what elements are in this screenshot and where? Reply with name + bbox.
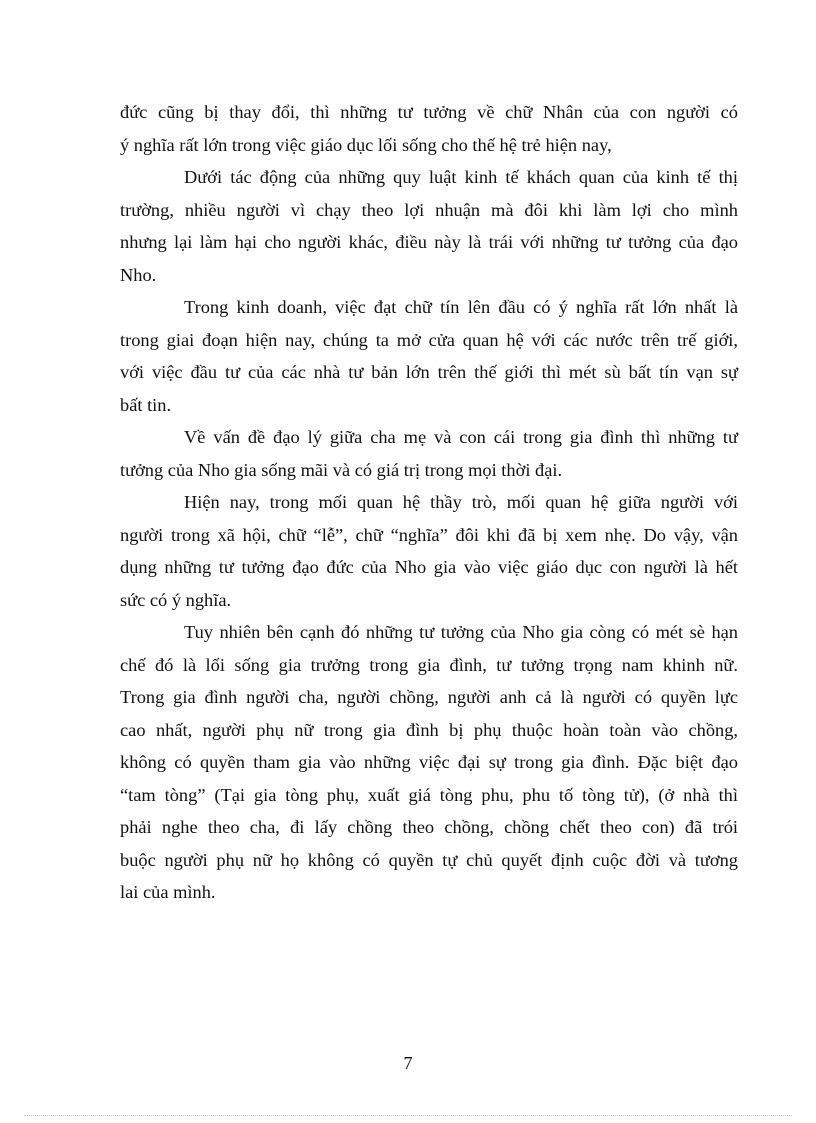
text-line: với việc đầu tư của các nhà tư bản lớn trên thế giới thì mét sù bất tín vạn sự xyxy=(120,362,738,382)
text-line: lai của mình. xyxy=(120,882,216,902)
text-line: trường, nhiều người vì chạy theo lợi nhuận mà đôi khi làm lợi cho mình xyxy=(120,199,738,220)
text-line: bất tin. xyxy=(120,394,172,415)
text-line: dụng những tư tưởng đạo đức của Nho gia vào việc giáo dục con người là hết xyxy=(120,557,738,577)
text-line: Tuy nhiên bên cạnh đó những tư tưởng của Nho gia còng có mét sè hạn xyxy=(184,622,738,642)
text-line: “tam tòng” (Tại gia tòng phụ, xuất giá tòng phu, phu tố tòng tử), (ở nhà thì xyxy=(120,784,738,805)
page-number: 7 xyxy=(403,1053,413,1073)
paragraph xyxy=(120,291,738,421)
text-line: Về vấn đề đạo lý giữa cha mẹ và con cái trong gia đình thì những tư xyxy=(184,427,738,447)
text-line: không có quyền tham gia vào những việc đại sự trong gia đình. Đặc biệt đạo xyxy=(120,752,738,772)
text-line: Nho. xyxy=(120,264,157,285)
paragraph xyxy=(120,486,738,616)
paragraph xyxy=(120,96,738,161)
text-line: phải nghe theo cha, đi lấy chồng theo chồng, chồng chết theo con) đã trói xyxy=(120,817,738,837)
text-line: sức có ý nghĩa. xyxy=(120,589,232,610)
text-line: nhưng lại làm hại cho người khác, điều này là trái với những tư tưởng của đạo xyxy=(120,232,738,252)
text-line: ý nghĩa rất lớn trong việc giáo dục lối sống cho thế hệ trẻ hiện nay, xyxy=(120,134,612,155)
text-line: Trong kinh doanh, việc đạt chữ tín lên đầu có ý nghĩa rất lớn nhất là xyxy=(184,297,738,317)
paragraph xyxy=(120,616,738,909)
paragraph xyxy=(120,161,738,291)
page-bottom-rule xyxy=(24,1115,792,1116)
paragraph xyxy=(120,421,738,486)
text-line: người trong xã hội, chữ “lễ”, chữ “nghĩa” đôi khi đã bị xem nhẹ. Do vậy, vận xyxy=(120,524,738,545)
text-line: buộc người phụ nữ họ không có quyền tự chủ quyết định cuộc đời và tương xyxy=(120,849,738,870)
text-line: trong giai đoạn hiện nay, chúng ta mở cửa quan hệ với các nước trên trế giới, xyxy=(120,329,738,350)
text-line: tưởng của Nho gia sống mãi và có giá trị trong mọi thời đại. xyxy=(120,459,563,480)
text-line: chế đó là lối sống gia trưởng trong gia đình, tư tưởng trọng nam khinh nữ. xyxy=(120,654,738,675)
text-line: Trong gia đình người cha, người chồng, người anh cả là người có quyền lực xyxy=(120,687,738,707)
text-line: cao nhất, người phụ nữ trong gia đình bị phụ thuộc hoàn toàn vào chồng, xyxy=(120,719,738,740)
body-text xyxy=(120,96,738,909)
text-line: đức cũng bị thay đổi, thì những tư tưởng về chữ Nhân của con người có xyxy=(120,102,738,122)
text-line: Dưới tác động của những quy luật kinh tế khách quan của kinh tế thị xyxy=(184,167,738,187)
text-line: Hiện nay, trong mối quan hệ thầy trò, mối quan hệ giữa người với xyxy=(184,492,738,512)
